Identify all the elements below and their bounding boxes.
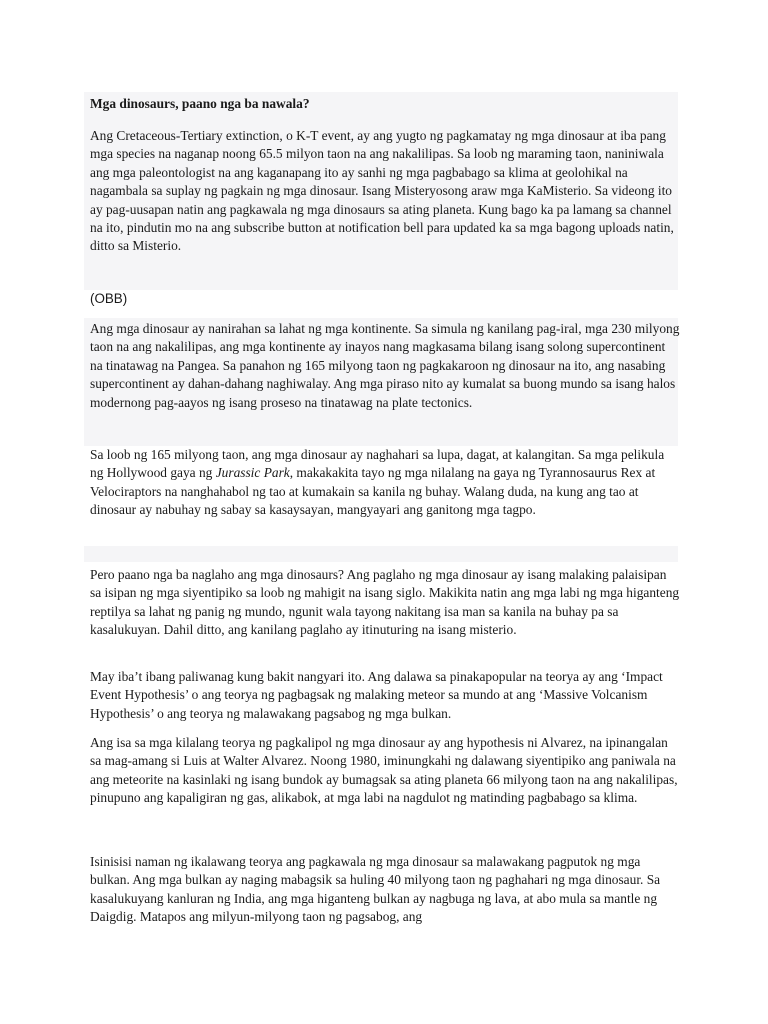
paragraph-volcanism: Isinisisi naman ng ikalawang teorya ang pagkawala ng mga dinosaur sa malawakang pagputok ng mga bulkan. Ang mga bulkan ay naging mabagsik sa huling 40 milyong taon ng paghahari ng mga dinosaur. Sa kasalukuyang kanluran ng India, ang mga higanteng bulkan ay nagbuga ng lava, at abo mula sa mantle ng Daigdig. Matapos ang milyun-milyong taon ng pagsabog, ang: [90, 854, 661, 925]
paragraph-reign-text-b: , makakakita tayo ng mga nilalang na gaya ng Tyrannosaurus Rex at Velociraptors na nanghahabol ng tao at kumakain sa kanila ng buhay. Walang duda, na kung ang tao at dinosaur ay nabuhay ng sabay sa kasaysayan, mangyayari ang ganitong mga tagpo.: [90, 465, 656, 518]
paragraph-continents: Ang mga dinosaur ay nanirahan sa lahat ng mga kontinente. Sa simula ng kanilang pag-iral, mga 230 milyong taon na ang nakalilipas, ang mga kontinente ay inayos nang magkasama bilang isang solong supercontinent na tinatawag na Pangea. Sa panahon ng 165 milyong taon ng pagkakaroon ng dinosaur na ito, ang nasabing supercontinent ay dahan-dahang naghiwalay. Ang mga piraso nito ay kumalat sa buong mundo sa isang halos modernong pag-aayos ng isang proseso na tinatawag na plate tectonics.: [90, 321, 680, 410]
shaded-section-divider: [84, 546, 678, 562]
paragraph-intro: Ang Cretaceous-Tertiary extinction, o K-T event, ay ang yugto ng pagkamatay ng mga dinosaur at iba pang mga species na naganap noong 65.5 milyon taon na ang nakalilipas. Sa loob ng maraming taon, naniniwala ang mga paleontologist na ang kaganapang ito ay sanhi ng mga pagbabago sa klima at geolohikal na nagambala sa suplay ng pagkain ng mga dinosaur. Isang Misteryosong araw mga KaMisterio. Sa videong ito ay pag-uusapan natin ang pagkawala ng mga dinosaurs sa ating planeta. Kung bago ka pa lamang sa channel na ito, pindutin mo na ang subscribe button at notification bell para updated ka sa mga bagong uploads natin, ditto sa Misterio.: [90, 128, 674, 254]
paragraph-reign-text-a: Sa loob ng 165 milyong taon, ang mga dinosaur ay naghahari sa lupa, dagat, at kalangitan. Sa mga pelikula ng Hollywood gaya ng: [90, 447, 665, 481]
paragraph-alvarez: Ang isa sa mga kilalang teorya ng pagkalipol ng mga dinosaur ay ang hypothesis ni Alvarez, na ipinangalan sa mag-amang si Luis at Walter Alvarez. Noong 1980, iminungkahi ng dalawang siyentipiko ang paniwala na ang meteorite na kasinlaki ng isang bundok ay bumagsak sa ating planeta 66 milyong taon na ang nakalilipas, pinupuno ang kapaligiran ng gas, alikabok, at mga labi na nagdulot ng matinding pagbabago sa klima.: [90, 735, 678, 806]
paragraph-reign: [90, 446, 680, 520]
paragraph-mystery: Pero paano nga ba naglaho ang mga dinosaurs? Ang paglaho ng mga dinosaur ay isang malaking palaisipan sa isipan ng mga siyentipiko sa loob ng mahigit na isang siglo. Makikita natin ang mga labi ng mga higanteng reptilya sa lahat ng panig ng mundo, ngunit wala tayong nakitang isa man sa kanila na buhay pa sa kasalukuyan. Dahil ditto, ang kanilang paglaho ay itinuturing na isang misterio.: [90, 567, 680, 638]
paragraph-hypotheses: May iba’t ibang paliwanag kung bakit nangyari ito. Ang dalawa sa pinakapopular na teorya ay ang ‘Impact Event Hypothesis’ o ang teorya ng pagbagsak ng malaking meteor sa mundo at ang ‘Massive Volcanism Hypothesis’ o ang teorya ng malawakang pagsabog ng mga bulkan.: [90, 669, 663, 721]
document-title: Mga dinosaurs, paano nga ba nawala?: [90, 96, 310, 111]
movie-title: Jurassic Park: [215, 465, 290, 481]
obb-marker: (OBB): [90, 291, 128, 306]
